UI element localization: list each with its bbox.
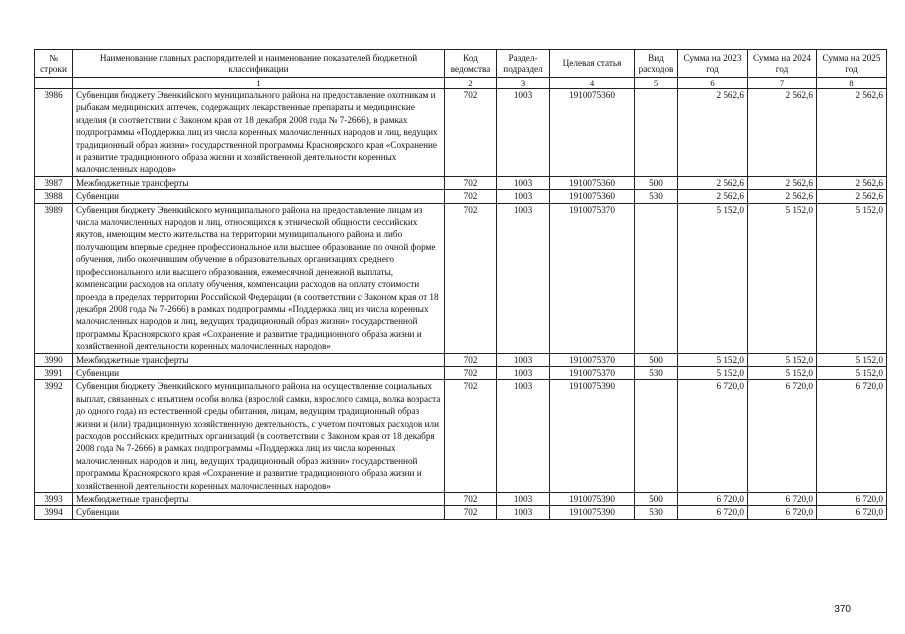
row-number-cell: 3991 bbox=[35, 366, 73, 379]
row-name-cell: Субвенции bbox=[73, 190, 445, 203]
column-number: 5 bbox=[635, 78, 678, 89]
table-row bbox=[35, 366, 887, 379]
department-code-cell: 702 bbox=[445, 493, 497, 506]
sum-2024-cell: 6 720,0 bbox=[748, 493, 817, 506]
row-number-cell: 3993 bbox=[35, 493, 73, 506]
department-code-cell: 702 bbox=[445, 366, 497, 379]
sum-2025-cell: 2 562,6 bbox=[817, 89, 887, 177]
column-number: 1 bbox=[73, 78, 445, 89]
sum-2025-cell: 5 152,0 bbox=[817, 203, 887, 353]
row-name-cell: Субвенция бюджету Эвенкийского муниципального района на осуществление социальных выплат, связанных с изъятием особи волка (взрослой самки, взрослого самца, волка возраста до одного года) из естественной среды обитания, лицам, ведущим традиционный образ жизни и (или) традиционную хозяйственную деятельность, с учетом почтовых расходов или расходов российских кредитных организаций (в соответствии с Законом края от 18 декабря 2008 года № 7-2666) в рамках подпрограммы «Поддержка лиц из числа коренных малочисленных народов и лиц, ведущих традиционный образ жизни» государственной программы Красноярского края «Сохранение и развитие традиционного образа жизни и хозяйственной деятельности коренных малочисленных народов» bbox=[73, 380, 445, 493]
header-sum-2024: Сумма на 2024 год bbox=[748, 50, 817, 78]
section-cell: 1003 bbox=[497, 203, 550, 353]
row-name-cell: Межбюджетные трансферты bbox=[73, 176, 445, 189]
section-cell: 1003 bbox=[497, 353, 550, 366]
sum-2025-cell: 5 152,0 bbox=[817, 353, 887, 366]
column-number: 8 bbox=[817, 78, 887, 89]
header-target-article: Целевая статья bbox=[550, 50, 635, 78]
table-row bbox=[35, 380, 887, 493]
section-cell: 1003 bbox=[497, 190, 550, 203]
target-article-cell: 1910075390 bbox=[550, 380, 635, 493]
table-row bbox=[35, 176, 887, 189]
sum-2023-cell: 2 562,6 bbox=[678, 176, 748, 189]
row-number-cell: 3986 bbox=[35, 89, 73, 177]
target-article-cell: 1910075370 bbox=[550, 203, 635, 353]
section-cell: 1003 bbox=[497, 176, 550, 189]
expense-kind-cell: 500 bbox=[635, 353, 678, 366]
row-name-cell: Субвенции bbox=[73, 506, 445, 519]
header-expense-kind: Вид расходов bbox=[635, 50, 678, 78]
expense-kind-cell bbox=[635, 89, 678, 177]
row-number-cell: 3987 bbox=[35, 176, 73, 189]
expense-kind-cell: 500 bbox=[635, 176, 678, 189]
target-article-cell: 1910075360 bbox=[550, 89, 635, 177]
sum-2023-cell: 5 152,0 bbox=[678, 203, 748, 353]
column-number: 4 bbox=[550, 78, 635, 89]
sum-2024-cell: 5 152,0 bbox=[748, 203, 817, 353]
sum-2024-cell: 5 152,0 bbox=[748, 366, 817, 379]
row-number-cell: 3990 bbox=[35, 353, 73, 366]
sum-2023-cell: 6 720,0 bbox=[678, 380, 748, 493]
sum-2023-cell: 5 152,0 bbox=[678, 366, 748, 379]
expense-kind-cell bbox=[635, 380, 678, 493]
row-name-cell: Межбюджетные трансферты bbox=[73, 493, 445, 506]
table-row bbox=[35, 353, 887, 366]
target-article-cell: 1910075370 bbox=[550, 353, 635, 366]
table-row bbox=[35, 506, 887, 519]
sum-2024-cell: 6 720,0 bbox=[748, 506, 817, 519]
sum-2025-cell: 6 720,0 bbox=[817, 506, 887, 519]
row-number-cell: 3992 bbox=[35, 380, 73, 493]
table-row bbox=[35, 89, 887, 177]
section-cell: 1003 bbox=[497, 493, 550, 506]
row-name-cell: Межбюджетные трансферты bbox=[73, 353, 445, 366]
page-number: 370 bbox=[834, 604, 851, 615]
department-code-cell: 702 bbox=[445, 380, 497, 493]
sum-2024-cell: 2 562,6 bbox=[748, 176, 817, 189]
sum-2023-cell: 6 720,0 bbox=[678, 506, 748, 519]
table-row bbox=[35, 190, 887, 203]
row-name-cell: Субвенции bbox=[73, 366, 445, 379]
column-number: 2 bbox=[445, 78, 497, 89]
table-row bbox=[35, 493, 887, 506]
sum-2025-cell: 2 562,6 bbox=[817, 176, 887, 189]
row-number-cell: 3994 bbox=[35, 506, 73, 519]
column-number: 7 bbox=[748, 78, 817, 89]
target-article-cell: 1910075390 bbox=[550, 506, 635, 519]
header-name: Наименование главных распорядителей и наименование показателей бюджетной классификации bbox=[73, 50, 445, 78]
department-code-cell: 702 bbox=[445, 176, 497, 189]
sum-2025-cell: 6 720,0 bbox=[817, 493, 887, 506]
sum-2023-cell: 5 152,0 bbox=[678, 353, 748, 366]
table-body bbox=[35, 78, 887, 520]
sum-2023-cell: 2 562,6 bbox=[678, 89, 748, 177]
target-article-cell: 1910075370 bbox=[550, 366, 635, 379]
header-sum-2025: Сумма на 2025 год bbox=[817, 50, 887, 78]
column-number: 3 bbox=[497, 78, 550, 89]
budget-document bbox=[34, 49, 886, 520]
department-code-cell: 702 bbox=[445, 353, 497, 366]
sum-2023-cell: 6 720,0 bbox=[678, 493, 748, 506]
column-number: 6 bbox=[678, 78, 748, 89]
section-cell: 1003 bbox=[497, 380, 550, 493]
expense-kind-cell bbox=[635, 203, 678, 353]
department-code-cell: 702 bbox=[445, 506, 497, 519]
sum-2025-cell: 5 152,0 bbox=[817, 366, 887, 379]
sum-2025-cell: 6 720,0 bbox=[817, 380, 887, 493]
target-article-cell: 1910075360 bbox=[550, 190, 635, 203]
header-sum-2023: Сумма на 2023 год bbox=[678, 50, 748, 78]
expense-kind-cell: 530 bbox=[635, 366, 678, 379]
budget-table bbox=[34, 49, 887, 520]
header-row-number: № строки bbox=[35, 50, 73, 78]
table-header bbox=[35, 50, 887, 78]
header-department-code: Код ведомства bbox=[445, 50, 497, 78]
sum-2024-cell: 6 720,0 bbox=[748, 380, 817, 493]
section-cell: 1003 bbox=[497, 89, 550, 177]
target-article-cell: 1910075390 bbox=[550, 493, 635, 506]
table-row bbox=[35, 203, 887, 353]
expense-kind-cell: 500 bbox=[635, 493, 678, 506]
column-number bbox=[35, 78, 73, 89]
department-code-cell: 702 bbox=[445, 89, 497, 177]
sum-2024-cell: 5 152,0 bbox=[748, 353, 817, 366]
row-number-cell: 3989 bbox=[35, 203, 73, 353]
sum-2024-cell: 2 562,6 bbox=[748, 190, 817, 203]
row-number-cell: 3988 bbox=[35, 190, 73, 203]
expense-kind-cell: 530 bbox=[635, 190, 678, 203]
section-cell: 1003 bbox=[497, 366, 550, 379]
sum-2025-cell: 2 562,6 bbox=[817, 190, 887, 203]
department-code-cell: 702 bbox=[445, 203, 497, 353]
header-section: Раздел-подраздел bbox=[497, 50, 550, 78]
row-name-cell: Субвенция бюджету Эвенкийского муниципального района на предоставление лицам из числа малочисленных народов и лиц, относящихся к этнической общности сессийских якутов, имеющим место жительства на территории муниципального района и либо получающим впервые среднее профессиональное или высшее образование по очной форме обучения, либо окончившим обучение в образовательных организациях среднего профессионального или высшего образования, ежемесячной денежной выплаты, компенсации расходов на оплату обучения, компенсации расходов на оплату стоимости проезда в пределах территории Российской Федерации (в соответствии с Законом края от 18 декабря 2008 года № 7-2666) в рамках подпрограммы «Поддержка лиц из числа коренных малочисленных народов и лиц, ведущих традиционный образ жизни» государственной программы Красноярского края «Сохранение и развитие традиционного образа жизни и хозяйственной деятельности коренных малочисленных народов» bbox=[73, 203, 445, 353]
sum-2024-cell: 2 562,6 bbox=[748, 89, 817, 177]
column-numbering-row bbox=[35, 78, 887, 89]
expense-kind-cell: 530 bbox=[635, 506, 678, 519]
target-article-cell: 1910075360 bbox=[550, 176, 635, 189]
department-code-cell: 702 bbox=[445, 190, 497, 203]
sum-2023-cell: 2 562,6 bbox=[678, 190, 748, 203]
section-cell: 1003 bbox=[497, 506, 550, 519]
row-name-cell: Субвенция бюджету Эвенкийского муниципального района на предоставление охотникам и рыбакам медицинских аптечек, содержащих лекарственные препараты и медицинские изделия (в соответствии с Законом края от 18 декабря 2008 года № 7-2666), в рамках подпрограммы «Поддержка лиц из числа коренных малочисленных народов и лиц, ведущих традиционный образ жизни» государственной программы Красноярского края «Сохранение и развитие традиционного образа жизни и хозяйственной деятельности коренных малочисленных народов» bbox=[73, 89, 445, 177]
